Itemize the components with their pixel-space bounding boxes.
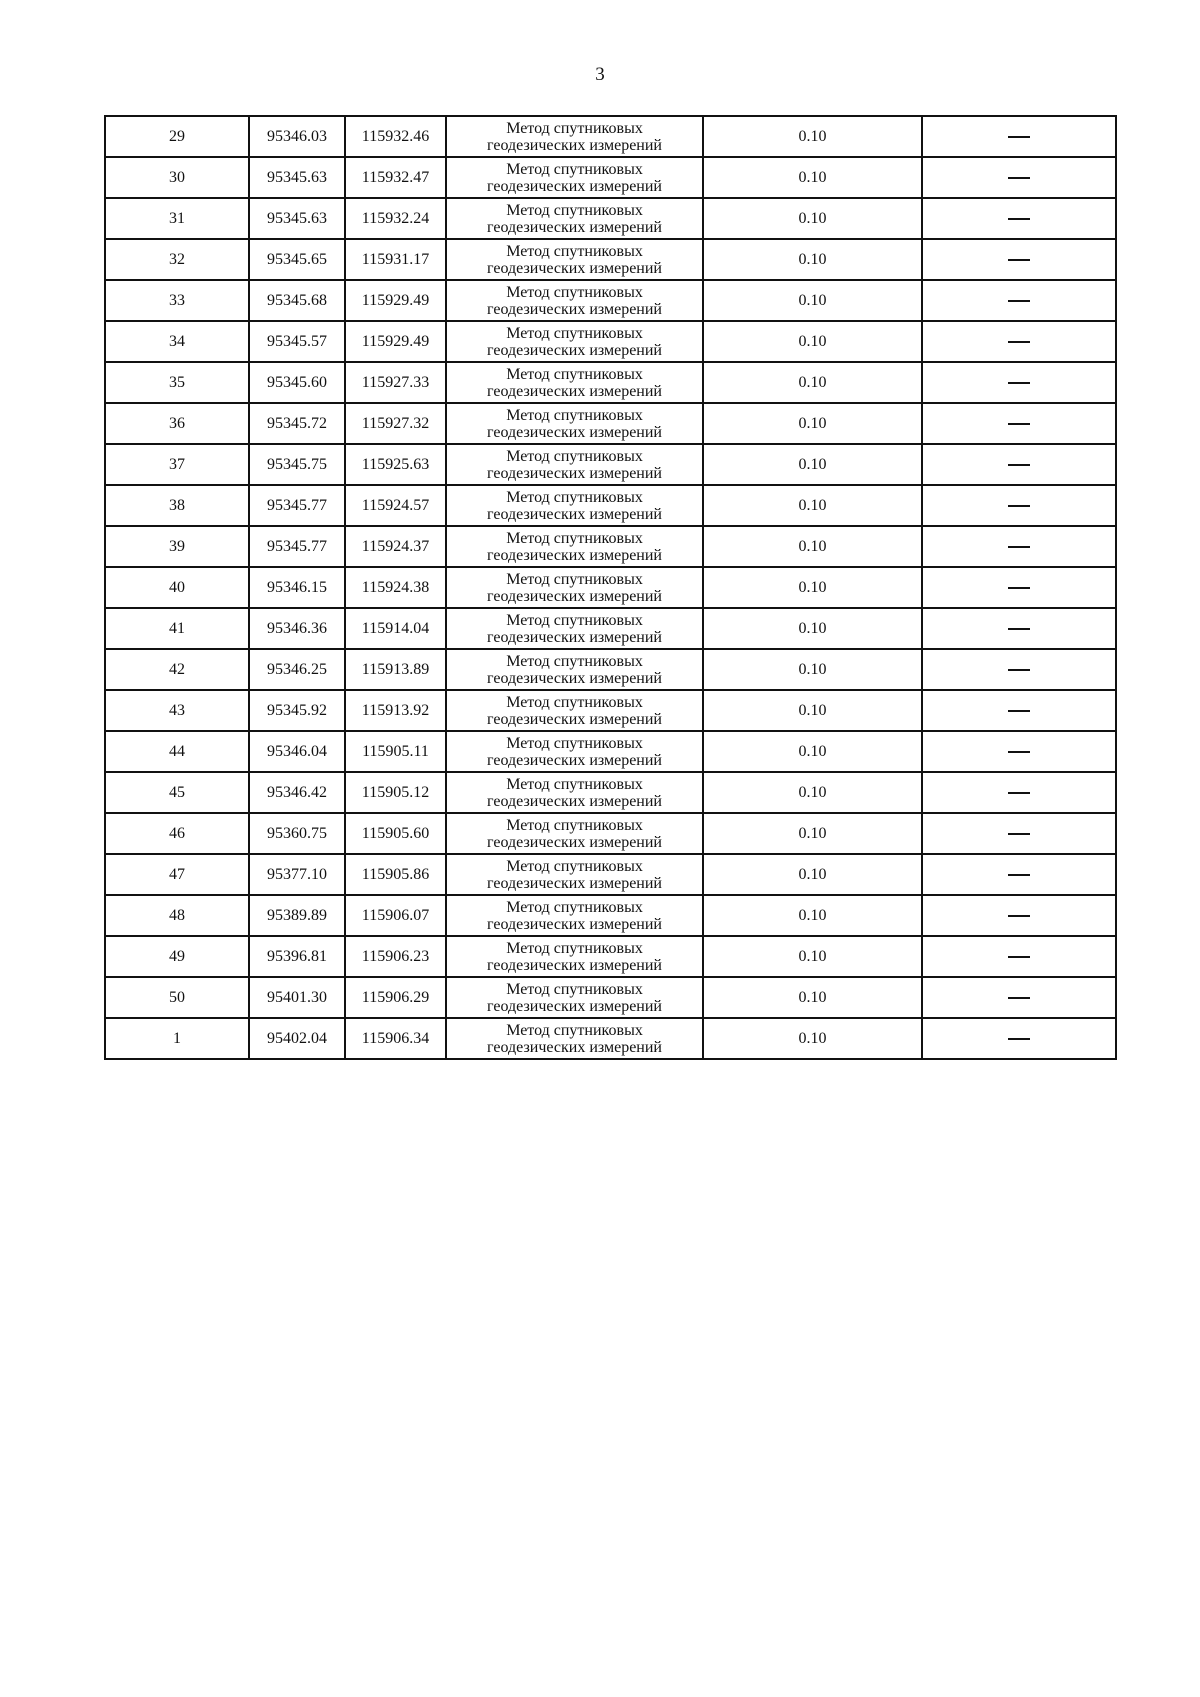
description-cell (922, 977, 1116, 1018)
dash-mark (1008, 587, 1030, 589)
description-cell (922, 895, 1116, 936)
description-cell (922, 116, 1116, 157)
method-line-2: геодезических измерений (487, 177, 662, 195)
table-row (105, 936, 1116, 977)
method-line-2: геодезических измерений (487, 792, 662, 810)
x-coordinate-cell: 95345.65 (249, 239, 345, 280)
description-cell (922, 649, 1116, 690)
table-row (105, 526, 1116, 567)
x-coordinate-cell: 95360.75 (249, 813, 345, 854)
method-cell (446, 1018, 703, 1059)
x-coordinate-cell: 95345.92 (249, 690, 345, 731)
x-coordinate-cell: 95389.89 (249, 895, 345, 936)
y-coordinate-cell: 115905.60 (345, 813, 446, 854)
description-cell (922, 362, 1116, 403)
method-cell (446, 936, 703, 977)
method-cell (446, 321, 703, 362)
method-cell (446, 813, 703, 854)
accuracy-cell: 0.10 (703, 772, 922, 813)
accuracy-cell: 0.10 (703, 198, 922, 239)
accuracy-cell: 0.10 (703, 813, 922, 854)
method-line-1: Метод спутниковых (506, 816, 643, 834)
point-number-cell: 34 (105, 321, 249, 362)
x-coordinate-cell: 95345.57 (249, 321, 345, 362)
dash-mark (1008, 915, 1030, 917)
point-number-cell: 43 (105, 690, 249, 731)
table-row (105, 854, 1116, 895)
method-cell (446, 731, 703, 772)
dash-mark (1008, 177, 1030, 179)
method-line-2: геодезических измерений (487, 833, 662, 851)
table-row (105, 403, 1116, 444)
description-cell (922, 239, 1116, 280)
description-cell (922, 936, 1116, 977)
method-line-1: Метод спутниковых (506, 775, 643, 793)
method-line-1: Метод спутниковых (506, 324, 643, 342)
dash-mark (1008, 792, 1030, 794)
method-line-2: геодезических измерений (487, 669, 662, 687)
y-coordinate-cell: 115931.17 (345, 239, 446, 280)
method-line-1: Метод спутниковых (506, 283, 643, 301)
dash-mark (1008, 874, 1030, 876)
point-number-cell: 35 (105, 362, 249, 403)
accuracy-cell: 0.10 (703, 567, 922, 608)
x-coordinate-cell: 95346.42 (249, 772, 345, 813)
dash-mark (1008, 628, 1030, 630)
method-line-2: геодезических измерений (487, 505, 662, 523)
dash-mark (1008, 382, 1030, 384)
method-line-2: геодезических измерений (487, 710, 662, 728)
dash-mark (1008, 956, 1030, 958)
description-cell (922, 280, 1116, 321)
description-cell (922, 444, 1116, 485)
dash-mark (1008, 259, 1030, 261)
y-coordinate-cell: 115905.12 (345, 772, 446, 813)
method-cell (446, 690, 703, 731)
x-coordinate-cell: 95345.60 (249, 362, 345, 403)
x-coordinate-cell: 95345.77 (249, 485, 345, 526)
method-cell (446, 198, 703, 239)
y-coordinate-cell: 115913.92 (345, 690, 446, 731)
point-number-cell: 33 (105, 280, 249, 321)
method-line-1: Метод спутниковых (506, 242, 643, 260)
point-number-cell: 48 (105, 895, 249, 936)
description-cell (922, 485, 1116, 526)
method-cell (446, 239, 703, 280)
method-cell (446, 608, 703, 649)
method-line-1: Метод спутниковых (506, 201, 643, 219)
accuracy-cell: 0.10 (703, 854, 922, 895)
x-coordinate-cell: 95346.25 (249, 649, 345, 690)
accuracy-cell: 0.10 (703, 116, 922, 157)
y-coordinate-cell: 115932.24 (345, 198, 446, 239)
point-number-cell: 50 (105, 977, 249, 1018)
accuracy-cell: 0.10 (703, 239, 922, 280)
point-number-cell: 41 (105, 608, 249, 649)
x-coordinate-cell: 95345.72 (249, 403, 345, 444)
x-coordinate-cell: 95346.15 (249, 567, 345, 608)
table-body (105, 116, 1116, 1059)
dash-mark (1008, 669, 1030, 671)
method-line-2: геодезических измерений (487, 341, 662, 359)
point-number-cell: 49 (105, 936, 249, 977)
x-coordinate-cell: 95346.36 (249, 608, 345, 649)
point-number-cell: 46 (105, 813, 249, 854)
accuracy-cell: 0.10 (703, 690, 922, 731)
method-line-2: геодезических измерений (487, 751, 662, 769)
table-row (105, 1018, 1116, 1059)
method-line-2: геодезических измерений (487, 628, 662, 646)
dash-mark (1008, 464, 1030, 466)
method-cell (446, 444, 703, 485)
table-row (105, 977, 1116, 1018)
point-number-cell: 44 (105, 731, 249, 772)
table-row (105, 239, 1116, 280)
dash-mark (1008, 1038, 1030, 1040)
y-coordinate-cell: 115927.32 (345, 403, 446, 444)
x-coordinate-cell: 95346.04 (249, 731, 345, 772)
dash-mark (1008, 341, 1030, 343)
y-coordinate-cell: 115905.86 (345, 854, 446, 895)
description-cell (922, 526, 1116, 567)
method-line-2: геодезических измерений (487, 874, 662, 892)
dash-mark (1008, 546, 1030, 548)
method-line-1: Метод спутниковых (506, 857, 643, 875)
y-coordinate-cell: 115924.38 (345, 567, 446, 608)
method-line-2: геодезических измерений (487, 915, 662, 933)
accuracy-cell: 0.10 (703, 649, 922, 690)
x-coordinate-cell: 95401.30 (249, 977, 345, 1018)
x-coordinate-cell: 95346.03 (249, 116, 345, 157)
method-line-1: Метод спутниковых (506, 529, 643, 547)
accuracy-cell: 0.10 (703, 731, 922, 772)
y-coordinate-cell: 115906.29 (345, 977, 446, 1018)
accuracy-cell: 0.10 (703, 608, 922, 649)
y-coordinate-cell: 115906.34 (345, 1018, 446, 1059)
method-line-2: геодезических измерений (487, 382, 662, 400)
description-cell (922, 813, 1116, 854)
accuracy-cell: 0.10 (703, 1018, 922, 1059)
method-cell (446, 485, 703, 526)
y-coordinate-cell: 115929.49 (345, 280, 446, 321)
point-number-cell: 47 (105, 854, 249, 895)
description-cell (922, 403, 1116, 444)
description-cell (922, 198, 1116, 239)
accuracy-cell: 0.10 (703, 526, 922, 567)
method-line-2: геодезических измерений (487, 997, 662, 1015)
method-line-1: Метод спутниковых (506, 652, 643, 670)
x-coordinate-cell: 95345.63 (249, 198, 345, 239)
y-coordinate-cell: 115929.49 (345, 321, 446, 362)
dash-mark (1008, 300, 1030, 302)
dash-mark (1008, 751, 1030, 753)
table-row (105, 690, 1116, 731)
x-coordinate-cell: 95345.68 (249, 280, 345, 321)
accuracy-cell: 0.10 (703, 280, 922, 321)
accuracy-cell: 0.10 (703, 362, 922, 403)
method-cell (446, 895, 703, 936)
dash-mark (1008, 423, 1030, 425)
method-line-2: геодезических измерений (487, 1038, 662, 1056)
x-coordinate-cell: 95345.63 (249, 157, 345, 198)
table-row (105, 321, 1116, 362)
method-cell (446, 280, 703, 321)
method-line-1: Метод спутниковых (506, 734, 643, 752)
table-row (105, 813, 1116, 854)
method-cell (446, 157, 703, 198)
point-number-cell: 30 (105, 157, 249, 198)
point-number-cell: 29 (105, 116, 249, 157)
accuracy-cell: 0.10 (703, 977, 922, 1018)
method-line-1: Метод спутниковых (506, 570, 643, 588)
description-cell (922, 854, 1116, 895)
method-line-2: геодезических измерений (487, 136, 662, 154)
method-cell (446, 977, 703, 1018)
table-row (105, 731, 1116, 772)
table-row (105, 567, 1116, 608)
description-cell (922, 321, 1116, 362)
dash-mark (1008, 997, 1030, 999)
point-number-cell: 37 (105, 444, 249, 485)
method-line-2: геодезических измерений (487, 218, 662, 236)
description-cell (922, 567, 1116, 608)
method-cell (446, 649, 703, 690)
accuracy-cell: 0.10 (703, 936, 922, 977)
y-coordinate-cell: 115906.07 (345, 895, 446, 936)
point-number-cell: 31 (105, 198, 249, 239)
method-line-1: Метод спутниковых (506, 693, 643, 711)
y-coordinate-cell: 115924.37 (345, 526, 446, 567)
method-line-2: геодезических измерений (487, 587, 662, 605)
point-number-cell: 36 (105, 403, 249, 444)
table-row (105, 895, 1116, 936)
description-cell (922, 772, 1116, 813)
method-line-2: геодезических измерений (487, 546, 662, 564)
dash-mark (1008, 136, 1030, 138)
dash-mark (1008, 710, 1030, 712)
y-coordinate-cell: 115913.89 (345, 649, 446, 690)
y-coordinate-cell: 115925.63 (345, 444, 446, 485)
point-number-cell: 42 (105, 649, 249, 690)
method-line-2: геодезических измерений (487, 300, 662, 318)
y-coordinate-cell: 115914.04 (345, 608, 446, 649)
point-number-cell: 39 (105, 526, 249, 567)
accuracy-cell: 0.10 (703, 444, 922, 485)
method-line-1: Метод спутниковых (506, 447, 643, 465)
y-coordinate-cell: 115905.11 (345, 731, 446, 772)
table-row (105, 444, 1116, 485)
method-cell (446, 526, 703, 567)
description-cell (922, 1018, 1116, 1059)
table-row (105, 198, 1116, 239)
method-cell (446, 772, 703, 813)
accuracy-cell: 0.10 (703, 485, 922, 526)
method-line-1: Метод спутниковых (506, 1021, 643, 1039)
method-line-1: Метод спутниковых (506, 160, 643, 178)
accuracy-cell: 0.10 (703, 157, 922, 198)
x-coordinate-cell: 95345.75 (249, 444, 345, 485)
method-cell (446, 403, 703, 444)
method-line-1: Метод спутниковых (506, 611, 643, 629)
table-row (105, 649, 1116, 690)
method-cell (446, 116, 703, 157)
y-coordinate-cell: 115927.33 (345, 362, 446, 403)
point-number-cell: 45 (105, 772, 249, 813)
table-row (105, 772, 1116, 813)
table-row (105, 485, 1116, 526)
page-number: 3 (595, 64, 605, 85)
point-number-cell: 40 (105, 567, 249, 608)
accuracy-cell: 0.10 (703, 403, 922, 444)
method-line-1: Метод спутниковых (506, 406, 643, 424)
description-cell (922, 608, 1116, 649)
table-row (105, 362, 1116, 403)
method-line-1: Метод спутниковых (506, 939, 643, 957)
accuracy-cell: 0.10 (703, 321, 922, 362)
y-coordinate-cell: 115906.23 (345, 936, 446, 977)
method-cell (446, 854, 703, 895)
x-coordinate-cell: 95377.10 (249, 854, 345, 895)
table-row (105, 280, 1116, 321)
accuracy-cell: 0.10 (703, 895, 922, 936)
method-cell (446, 362, 703, 403)
method-line-2: геодезических измерений (487, 259, 662, 277)
point-number-cell: 38 (105, 485, 249, 526)
point-number-cell: 1 (105, 1018, 249, 1059)
x-coordinate-cell: 95396.81 (249, 936, 345, 977)
x-coordinate-cell: 95345.77 (249, 526, 345, 567)
method-line-1: Метод спутниковых (506, 488, 643, 506)
point-number-cell: 32 (105, 239, 249, 280)
method-line-1: Метод спутниковых (506, 980, 643, 998)
method-line-2: геодезических измерений (487, 423, 662, 441)
y-coordinate-cell: 115924.57 (345, 485, 446, 526)
dash-mark (1008, 505, 1030, 507)
x-coordinate-cell: 95402.04 (249, 1018, 345, 1059)
method-line-1: Метод спутниковых (506, 365, 643, 383)
method-cell (446, 567, 703, 608)
method-line-1: Метод спутниковых (506, 119, 643, 137)
method-line-1: Метод спутниковых (506, 898, 643, 916)
description-cell (922, 731, 1116, 772)
dash-mark (1008, 218, 1030, 220)
table-row (105, 157, 1116, 198)
coordinates-table (104, 115, 1117, 1060)
y-coordinate-cell: 115932.46 (345, 116, 446, 157)
y-coordinate-cell: 115932.47 (345, 157, 446, 198)
dash-mark (1008, 833, 1030, 835)
table-row (105, 116, 1116, 157)
table-row (105, 608, 1116, 649)
description-cell (922, 690, 1116, 731)
method-line-2: геодезических измерений (487, 956, 662, 974)
method-line-2: геодезических измерений (487, 464, 662, 482)
description-cell (922, 157, 1116, 198)
